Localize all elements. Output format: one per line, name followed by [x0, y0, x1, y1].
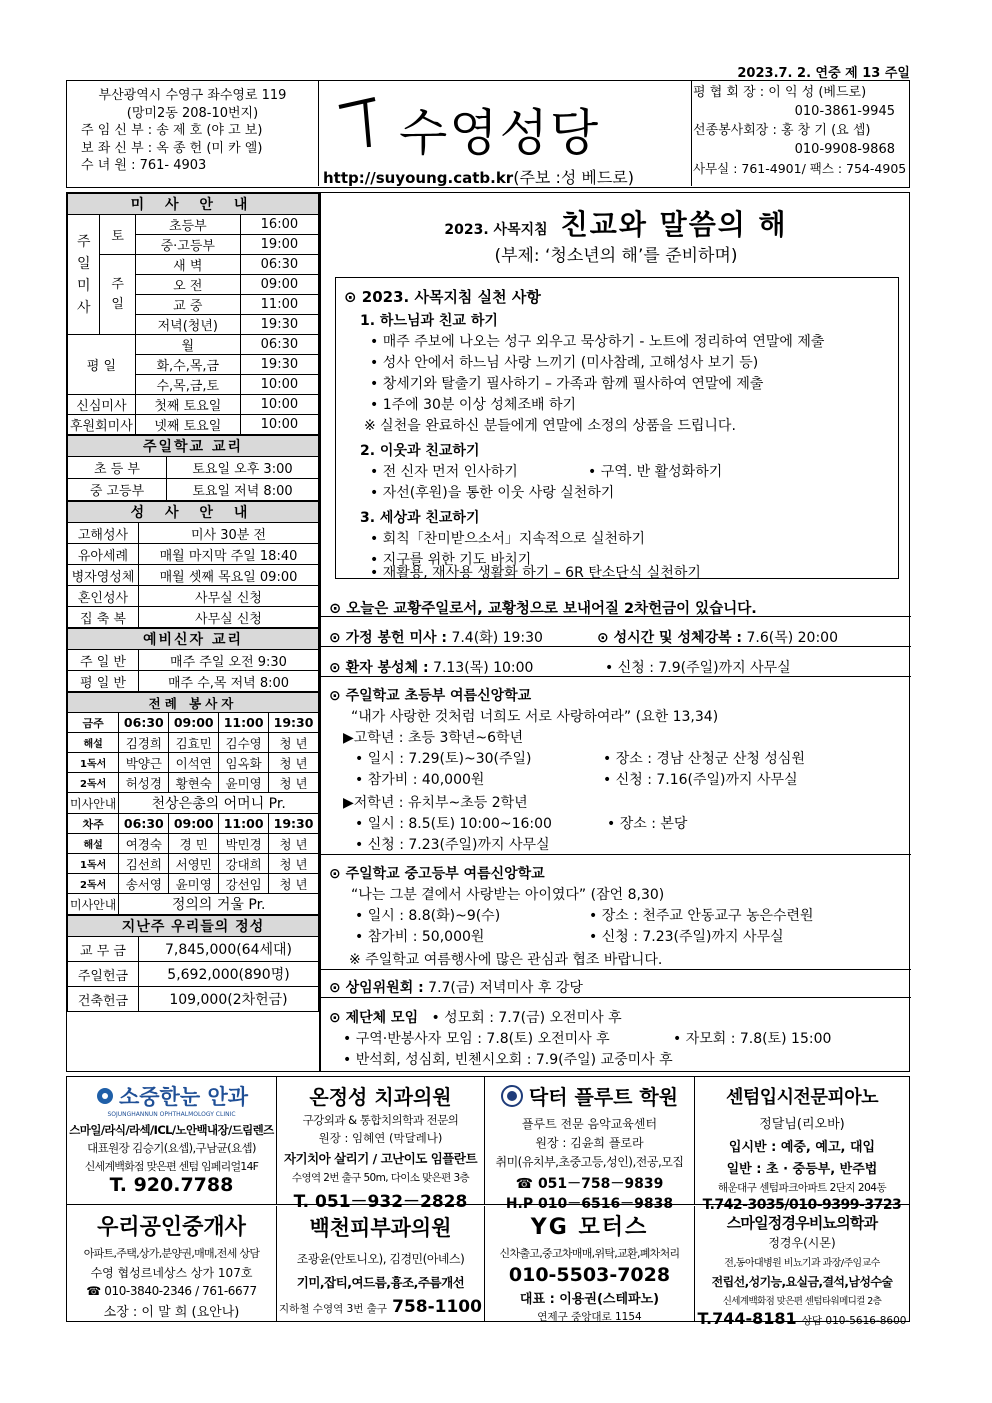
mass-time: 19:30 — [269, 814, 319, 834]
mass-intention: 천상은총의 어머니 Pr. — [119, 793, 319, 814]
bible-reference: (요한 13,34) — [635, 709, 719, 725]
mass-name: 후원회미사 — [68, 415, 136, 435]
mass-intention: 정의의 거울 Pr. — [119, 894, 319, 915]
practice-note: ※ 실천을 완료하신 분들에게 연말에 소정의 상품을 드립니다. — [364, 418, 736, 434]
server-name: 송서영 — [119, 874, 169, 894]
notice-title: ⊙ 주일학교 중고등부 여름신앙학교 — [329, 866, 545, 882]
ad-line: 자기치아 살리기 / 고난이도 임플란트 — [283, 1151, 478, 1166]
ad-line: 구강외과 & 통합치의학과 전문의 — [302, 1113, 459, 1127]
offering-table — [67, 915, 319, 1012]
sacrament-info: 사무실 신청 — [139, 607, 319, 628]
header — [66, 80, 910, 188]
mass-name: 월 — [135, 335, 240, 355]
funeral-society-phone: 010-9908-9868 — [794, 142, 895, 157]
server-name: 김경희 — [119, 733, 169, 753]
sacrament-info: 사무실 신청 — [139, 586, 319, 607]
server-name: 박민경 — [219, 834, 269, 854]
role-label: 2독서 — [68, 773, 119, 793]
notice-title: ⊙ 성시간 및 성체강복 : — [597, 630, 743, 646]
ad-title: 백천피부과의원 — [309, 1215, 452, 1240]
bulletin-patron: (주보 :성 베드로) — [513, 168, 634, 187]
ad-phone: T. 920.7788 — [109, 1174, 234, 1196]
server-name: 김수영 — [219, 733, 269, 753]
practice-section: 2. 이웃과 친교하기 — [360, 443, 480, 459]
server-name: 윤미영 — [219, 773, 269, 793]
section-title: 주일학교 교리 — [68, 436, 319, 457]
address-line: 부산광역시 수영구 좌수영로 119 — [98, 88, 287, 103]
server-name: 윤미영 — [169, 874, 219, 894]
offering-type: 건축헌금 — [68, 987, 139, 1012]
ad-phone: H.P 010－6516－9838 — [505, 1196, 674, 1212]
eye-clinic-logo-icon — [95, 1086, 115, 1106]
ad-title: 스마일정경우비뇨의학과 — [726, 1214, 878, 1232]
server-name: 이석연 — [169, 753, 219, 773]
practice-item: • 지구를 위한 기도 바치기 — [370, 552, 532, 568]
server-name: 강선임 — [219, 874, 269, 894]
council-president: 평 협 회 장 : 이 익 성 (베드로) — [693, 85, 867, 100]
section-title: 미 사 안 내 — [68, 194, 319, 215]
mass-time: 09:00 — [169, 713, 219, 733]
class-name: 평 일 반 — [68, 671, 139, 692]
office-contact: 사무실 : 761-4901/ 팩스 : 754-4905 — [693, 161, 907, 176]
ad-line: 스마일/라식/라섹/ICL/노안백내장/드림렌즈 — [69, 1123, 274, 1137]
server-name: 경 민 — [169, 834, 219, 854]
sunday-school-table — [67, 435, 319, 501]
role-label: 해설 — [68, 834, 119, 854]
practice-item: • 성사 안에서 하느님 사랑 느끼기 (미사참례, 고해성사 보기 등) — [370, 355, 759, 371]
council-president-phone: 010-3861-9945 — [794, 104, 895, 119]
pastor: 주 임 신 부 : 송 제 호 (야 고 보) — [81, 123, 263, 138]
mass-time: 19:00 — [240, 235, 318, 255]
practice-item: • 재활용, 재사용 생활화 하기 – 6R 탄소단식 실천하기 — [370, 565, 701, 581]
practice-item: • 회칙「찬미받으소서」지속적으로 실천하기 — [370, 531, 646, 547]
ad-urology[interactable] — [695, 1206, 909, 1328]
mass-time: 19:30 — [240, 355, 318, 375]
ad-line: 소장 : 이 말 희 (요안나) — [103, 1305, 240, 1320]
week-label: 차주 — [68, 814, 119, 834]
server-name: 여경숙 — [119, 834, 169, 854]
server-name: 박양근 — [119, 753, 169, 773]
server-name: 허성경 — [119, 773, 169, 793]
class-time: 토요일 저녁 8:00 — [167, 479, 319, 501]
offering-amount: 5,692,000(890명) — [139, 962, 319, 987]
logo-area — [319, 81, 692, 186]
notice-detail: 7.6(목) 20:00 — [746, 630, 838, 646]
notice-detail: • 신청 : 7.23(주일)까지 사무실 — [355, 837, 550, 853]
ad-line: 정달님(리오바) — [759, 1117, 845, 1132]
mass-name: 초등부 — [135, 215, 240, 235]
council-info — [693, 83, 909, 178]
notice-detail: • 자모회 : 7.8(토) 15:00 — [673, 1031, 832, 1047]
notice-detail: • 일시 : 7.29(토)~30(주일) — [355, 751, 532, 767]
ad-line: 플루트 전문 음악교육센터 — [521, 1117, 658, 1131]
ad-line: 조광윤(안토니오), 김경민(아녜스) — [296, 1252, 465, 1266]
mass-time: 10:00 — [240, 415, 318, 435]
mass-day: 넷째 토요일 — [135, 415, 240, 435]
website-link[interactable]: http://suyoung.catb.kr — [323, 169, 514, 187]
notice-detail: • 장소 : 본당 — [607, 816, 688, 832]
class-name: 초 등 부 — [68, 457, 167, 479]
mass-time: 11:00 — [219, 713, 269, 733]
class-time: 매주 주일 오전 9:30 — [139, 650, 319, 671]
offering-amount: 109,000(2차헌금) — [139, 987, 319, 1012]
theme-title: 친교와 말씀의 해 — [560, 208, 788, 241]
catechumen-table — [67, 628, 319, 692]
parish-logo-text: 수영성당 — [399, 104, 601, 162]
week-label: 금주 — [68, 713, 119, 733]
ad-line: 기미,잡티,여드름,흉조,주름개선 — [296, 1275, 465, 1290]
ad-phone: T.742-3035/010-9399-3723 — [702, 1197, 902, 1213]
server-name: 청 년 — [269, 854, 319, 874]
class-time: 토요일 오후 3:00 — [167, 457, 319, 479]
ad-line: 지하철 수영역 3번 출구 — [279, 1303, 388, 1315]
server-name: 청 년 — [269, 834, 319, 854]
practice-item: • 매주 주보에 나오는 성구 외우고 묵상하기 - 노트에 정리하여 연말에 제출 — [370, 334, 825, 350]
convent: 수 녀 원 : 761- 4903 — [81, 158, 207, 173]
mass-schedule-table — [67, 193, 319, 435]
ad-subtitle: SOJUNGHANNUN OPHTHALMOLOGY CLINIC — [107, 1111, 236, 1118]
section-title: 예비신자 교리 — [68, 629, 319, 650]
theme-subtitle: (부제: ‘청소년의 해’를 준비하며) — [494, 246, 738, 266]
sacrament-name: 병자영성체 — [68, 565, 139, 586]
mass-name: 중·고등부 — [135, 235, 240, 255]
ad-line: 정경우(시몬) — [768, 1236, 836, 1250]
notice: ⊙ 오늘은 교황주일로서, 교황청으로 보내어질 2차헌금이 있습니다. — [329, 601, 757, 617]
notice-detail: • 일시 : 8.8(화)~9(수) — [355, 908, 501, 924]
liturgy-servers-table — [67, 692, 319, 915]
ad-title: 소중한눈 안과 — [118, 1085, 249, 1109]
mass-time: 09:00 — [240, 275, 318, 295]
sacrament-info: 미사 30분 전 — [139, 523, 319, 544]
ad-line: 입시반 : 예중, 예고, 대입 — [728, 1140, 876, 1155]
class-time: 매주 수,목 저녁 8:00 — [139, 671, 319, 692]
practice-item: • 전 신자 먼저 인사하기 — [370, 464, 518, 480]
cross-logo-icon — [335, 87, 395, 157]
notice-title: ⊙ 가정 봉헌 미사 : — [329, 630, 447, 646]
sunday-label: 주 일 — [100, 255, 135, 335]
notice-title: ⊙ 주일학교 초등부 여름신앙학교 — [329, 688, 532, 704]
ad-line: ☎ 010-3840-2346 / 761-6677 — [86, 1284, 257, 1298]
notice-detail: • 신청 : 7.9(주일)까지 사무실 — [605, 660, 791, 676]
notice-detail: • 구역·반봉사자 모임 : 7.8(토) 오전미사 후 — [343, 1031, 610, 1047]
sacrament-name: 고해성사 — [68, 523, 139, 544]
notice-detail: • 참가비 : 40,000원 — [355, 772, 485, 788]
section-title: 전례 봉사자 — [68, 693, 319, 713]
ad-phone: T. 051－932－2828 — [293, 1192, 468, 1212]
notice-detail: 7.4(화) 19:30 — [451, 630, 543, 646]
ad-line: 신세계백화점 맞은편 센텀 임페리얼14F — [84, 1160, 259, 1173]
practice-item: • 구역. 반 활성화하기 — [588, 464, 723, 480]
mass-name: 화,수,목,금 — [135, 355, 240, 375]
ad-dental-clinic[interactable] — [277, 1077, 485, 1212]
bible-quote: “나는 그분 곁에서 사랑받는 아이였다” — [351, 887, 587, 903]
offering-amount: 7,845,000(64세대) — [139, 937, 319, 962]
ad-line: 신차출고,중고차매매,위탁,교환,폐차처리 — [499, 1247, 680, 1260]
ad-line: 아파트,주택,상가,분양권,매매,전세 상담 — [83, 1247, 260, 1260]
ad-line: 취미(유치부,초중고등,성인),전공,모집 — [495, 1155, 684, 1169]
practice-section: 1. 하느님과 친교 하기 — [360, 313, 498, 329]
ad-line: 해운대구 센텀파크아파트 2단지 204동 — [717, 1182, 887, 1194]
bulletin-date: 2023.7. 2. 연중 제 13 주일 — [737, 66, 910, 81]
notice-group: ▶고학년 : 초등 3학년~6학년 — [343, 730, 524, 746]
mass-time: 19:30 — [269, 713, 319, 733]
class-name: 중 고등부 — [68, 479, 167, 501]
mass-time: 09:00 — [169, 814, 219, 834]
practice-section: 3. 세상과 친교하기 — [360, 510, 480, 526]
mass-time: 06:30 — [240, 335, 318, 355]
section-title: 성 사 안 내 — [68, 502, 319, 523]
practice-heading: ⊙ 2023. 사목지침 실천 사항 — [344, 288, 541, 306]
server-name: 서영민 — [169, 854, 219, 874]
ad-piano-academy[interactable] — [695, 1077, 909, 1213]
notice-detail: • 참가비 : 50,000원 — [355, 929, 485, 945]
mass-time: 06:30 — [119, 814, 169, 834]
mass-time: 10:00 — [240, 375, 318, 395]
ad-phone: 758-1100 — [392, 1297, 482, 1317]
notice-group: ▶저학년 : 유치부~초등 2학년 — [343, 795, 528, 811]
mass-time: 19:30 — [240, 315, 318, 335]
bible-reference: (잠언 8,30) — [590, 887, 665, 903]
notice-detail: • 신청 : 7.23(주일)까지 사무실 — [589, 929, 784, 945]
ad-eye-clinic[interactable] — [67, 1077, 277, 1204]
role-label: 2독서 — [68, 874, 119, 894]
ad-line: 대표 : 이용권(스테파노) — [519, 1292, 660, 1307]
ad-phone: T.744-8181 — [697, 1309, 797, 1328]
ad-title: 우리공인중개사 — [97, 1214, 246, 1240]
section-title: 지난주 우리들의 정성 — [68, 916, 319, 937]
ad-line: 전,동아대병원 비뇨기과 과장/주임교수 — [724, 1258, 880, 1269]
server-name: 청 년 — [269, 733, 319, 753]
left-column — [66, 192, 320, 1072]
mass-name: 신심미사 — [68, 395, 136, 415]
notice-detail: • 성모회 : 7.7(금) 오전미사 후 — [431, 1010, 622, 1026]
ad-line: 일반 : 초 · 중등부, 반주법 — [726, 1162, 878, 1177]
mass-time: 10:00 — [240, 395, 318, 415]
ad-line: 대표원장 김승기(요셉),구남균(요셉) — [87, 1141, 256, 1155]
ad-title: 센텀입시전문피아노 — [726, 1087, 878, 1108]
theme-prefix: 2023. 사목지침 — [444, 222, 548, 238]
ad-title: 온정성 치과의원 — [309, 1085, 452, 1109]
role-label: 해설 — [68, 733, 119, 753]
pastoral-theme — [321, 203, 911, 243]
ad-phone: 상담 010-5616-8600 — [801, 1315, 907, 1327]
sacrament-name: 혼인성사 — [68, 586, 139, 607]
ad-phone: ☎ 051－758－9839 — [515, 1176, 664, 1192]
parish-info — [67, 81, 319, 186]
ad-line: 수영역 2번 출구 50m, 다이소 맞은편 3층 — [291, 1172, 470, 1184]
server-name: 청 년 — [269, 773, 319, 793]
assistant-priest: 보 좌 신 부 : 옥 종 헌 (미 카 엘) — [81, 140, 263, 156]
notice-note: ※ 주일학교 여름행사에 많은 관심과 협조 바랍니다. — [349, 952, 663, 968]
notice-detail: 7.7(금) 저녁미사 후 강당 — [428, 980, 583, 996]
practice-box — [335, 277, 899, 579]
notice-detail: • 장소 : 천주교 안동교구 농은수련원 — [589, 908, 814, 924]
ad-line: 연제구 중앙대로 1154 — [537, 1311, 642, 1323]
notice-title: ⊙ 상임위원회 : — [329, 980, 424, 996]
ad-line: 수영 협성르네상스 상가 107호 — [90, 1266, 253, 1280]
notice-detail: • 장소 : 경남 산청군 산청 성심원 — [603, 751, 805, 767]
mass-day: 첫째 토요일 — [135, 395, 240, 415]
practice-item: • 자선(후원)을 통한 이웃 사랑 실천하기 — [370, 485, 615, 501]
right-column — [320, 192, 910, 1072]
notice-detail: • 일시 : 8.5(토) 10:00~16:00 — [355, 816, 552, 832]
sacrament-name: 집 축 복 — [68, 607, 139, 628]
practice-item: • 창세기와 탈출기 필사하기 – 가족과 함께 필사하여 연말에 제출 — [370, 376, 764, 392]
address-line: (망미2동 208-10번지) — [126, 105, 259, 121]
practice-item: • 1주에 30분 이상 성체조배 하기 — [370, 397, 576, 413]
mass-name: 수,목,금,토 — [135, 375, 240, 395]
ad-dermatology[interactable] — [277, 1206, 485, 1321]
ads-section — [66, 1076, 910, 1328]
sacrament-table — [67, 501, 319, 628]
mass-name: 교 중 — [135, 295, 240, 315]
academy-logo-icon — [501, 1085, 523, 1107]
server-name: 김선희 — [119, 854, 169, 874]
bible-quote: “내가 사랑한 것처럼 너희도 서로 사랑하여라” — [351, 709, 632, 725]
server-name: 임옥화 — [219, 753, 269, 773]
mass-time: 11:00 — [219, 814, 269, 834]
ad-title: YG 모터스 — [530, 1215, 649, 1240]
ad-flute-academy[interactable] — [485, 1077, 695, 1212]
server-name: 김효민 — [169, 733, 219, 753]
funeral-society-head: 선종봉사회장 : 홍 창 기 (요 셉) — [693, 123, 871, 138]
role-label: 1독서 — [68, 753, 119, 773]
mass-name: 저녁(청년) — [135, 315, 240, 335]
offering-type: 교 무 금 — [68, 937, 139, 962]
notice-title: ⊙ 제단체 모임 — [329, 1010, 419, 1026]
ad-title: 닥터 플루트 학원 — [528, 1085, 679, 1109]
ad-line: 원장 : 김윤희 플로라 — [535, 1136, 644, 1150]
intention-label: 미사안내 — [68, 793, 119, 814]
role-label: 1독서 — [68, 854, 119, 874]
mass-time: 06:30 — [119, 713, 169, 733]
ad-phone: 010-5503-7028 — [508, 1264, 671, 1286]
sacrament-info: 매월 마지막 주일 18:40 — [139, 544, 319, 565]
mass-time: 06:30 — [240, 255, 318, 275]
weekday-label: 평 일 — [68, 335, 136, 395]
mass-time: 11:00 — [240, 295, 318, 315]
notice-detail: 7.13(목) 10:00 — [433, 660, 534, 676]
sunday-mass-label: 주 일 미 사 — [68, 215, 100, 335]
server-name: 황현숙 — [169, 773, 219, 793]
notice-detail: • 반석회, 성심회, 빈첸시오회 : 7.9(주일) 교중미사 후 — [343, 1052, 673, 1068]
server-name: 청 년 — [269, 753, 319, 773]
intention-label: 미사안내 — [68, 894, 119, 915]
ad-line: 전립선,성기능,요실금,결석,남성수술 — [711, 1275, 893, 1289]
notice-title: ⊙ 환자 봉성체 : — [329, 660, 429, 676]
sacrament-info: 매월 셋째 목요일 09:00 — [139, 565, 319, 586]
notice-detail: • 신청 : 7.16(주일)까지 사무실 — [603, 772, 798, 788]
mass-name: 오 전 — [135, 275, 240, 295]
sacrament-name: 유아세례 — [68, 544, 139, 565]
saturday-label: 토 — [100, 215, 135, 255]
ad-realty[interactable] — [67, 1206, 277, 1321]
ad-line: 신세계백화점 맞은편 센텀타워메디컬 2층 — [722, 1296, 882, 1307]
mass-time: 16:00 — [240, 215, 318, 235]
ad-line: 원장 : 임혜연 (막달레나) — [318, 1131, 443, 1145]
server-name: 청 년 — [269, 874, 319, 894]
ad-motors[interactable] — [485, 1206, 695, 1321]
class-name: 주 일 반 — [68, 650, 139, 671]
mass-name: 새 벽 — [135, 255, 240, 275]
offering-type: 주일헌금 — [68, 962, 139, 987]
server-name: 강대희 — [219, 854, 269, 874]
